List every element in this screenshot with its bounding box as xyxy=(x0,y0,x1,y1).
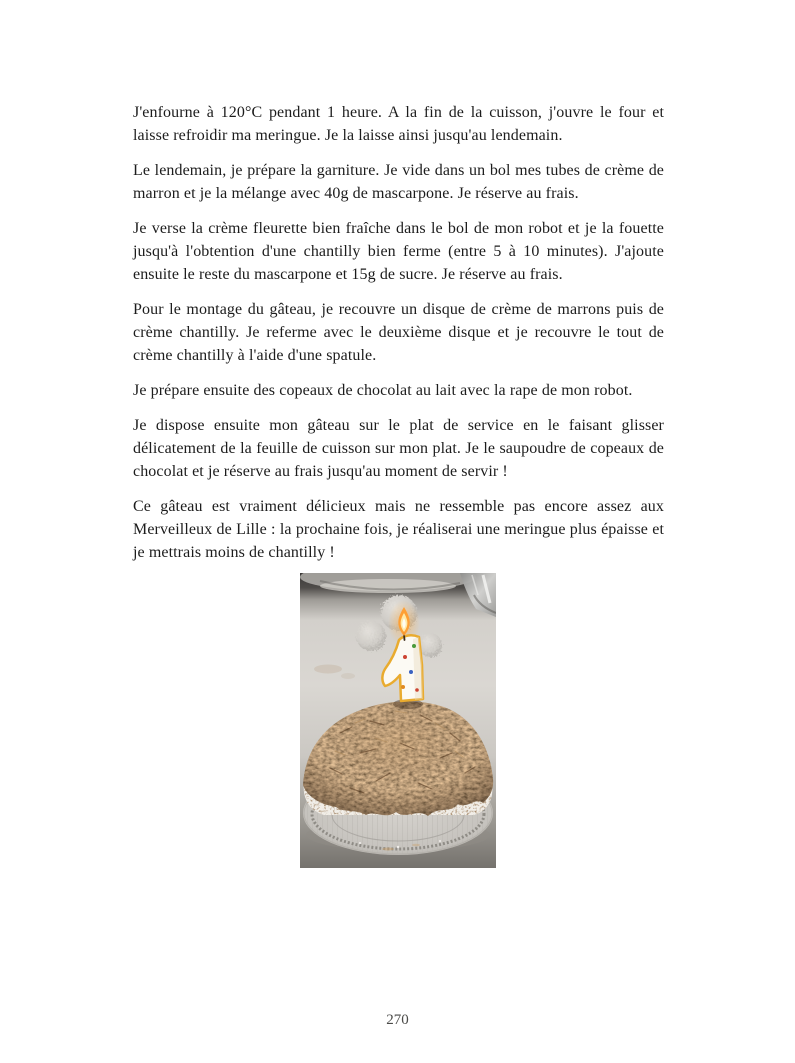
candle-dot-orange xyxy=(401,685,405,689)
paragraph-conclusion: Ce gâteau est vraiment délicieux mais ne ressemble pas encore assez aux Merveilleux de Lille : la prochaine fois, je réaliserai une meringue plus épaisse et je mettrais moins de chantilly ! xyxy=(133,498,664,561)
recipe-text-block xyxy=(133,101,664,576)
candle-dot-red-2 xyxy=(415,688,419,692)
paragraph-chantilly: Je verse la crème fleurette bien fraîche dans le bol de mon robot et je la fouette jusqu'à l'obtention d'une chantilly bien ferme (entre 5 à 10 minutes). J'ajoute ensuite le reste du mascarpone et 15g de sucre. Je réserve au frais. xyxy=(133,220,664,283)
cake-photo-graphic xyxy=(300,573,496,868)
paragraph-dressage: Je dispose ensuite mon gâteau sur le plat de service en le faisant glisser délicatement de la feuille de cuisson sur mon plat. Je le saupoudre de copeaux de chocolat et je réserve au frais jusqu'au moment de servir ! xyxy=(133,417,664,480)
paragraph-montage: Pour le montage du gâteau, je recouvre un disque de crème de marrons puis de crème chantilly. Je referme avec le deuxième disque et je recouvre le tout de crème chantilly à l'aide d'une spatule. xyxy=(133,301,664,364)
paragraph-oven-step: J'enfourne à 120°C pendant 1 heure. A la fin de la cuisson, j'ouvre le four et laisse refroidir ma meringue. Je la laisse ainsi jusqu'au lendemain. xyxy=(133,104,664,144)
candle-dot-green xyxy=(412,644,416,648)
paragraph-copeaux: Je prépare ensuite des copeaux de chocolat au lait avec la rape de mon robot. xyxy=(133,382,633,399)
candle-dot-red xyxy=(403,655,407,659)
cake-photo xyxy=(300,573,496,868)
paragraph-garniture: Le lendemain, je prépare la garniture. Je vide dans un bol mes tubes de crème de marron et je la mélange avec 40g de mascarpone. Je réserve au frais. xyxy=(133,162,664,202)
page-number: 270 xyxy=(386,1012,409,1028)
candle-dot-blue xyxy=(409,670,413,674)
